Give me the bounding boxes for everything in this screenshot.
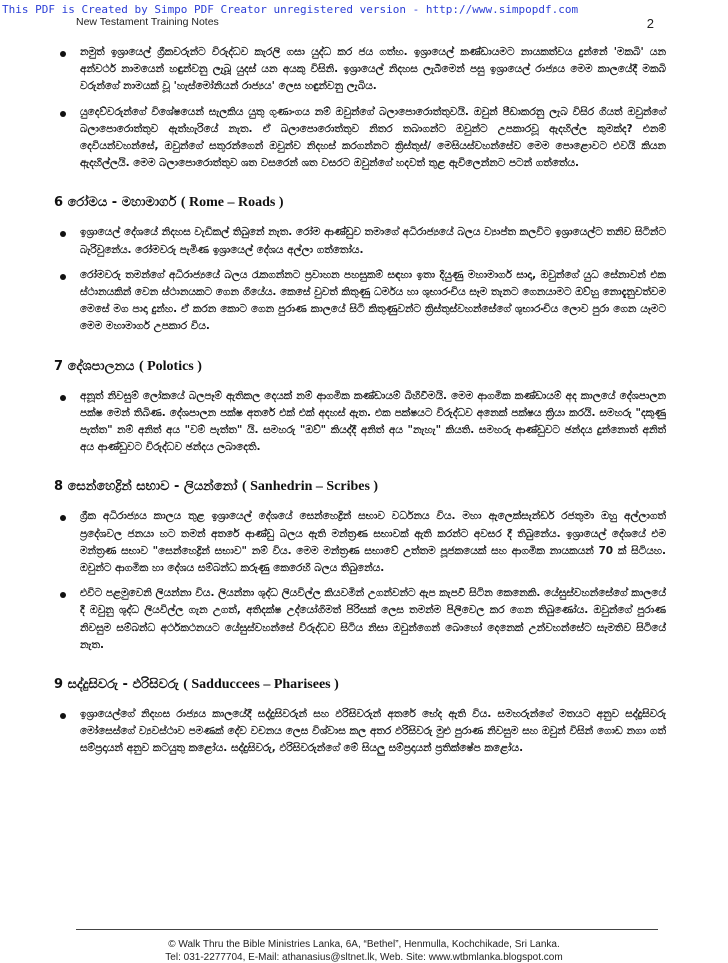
section-heading — [54, 478, 666, 496]
list-item — [54, 706, 666, 758]
bullet-text: ග්‍රීක අධිරාජ්‍යය කාලය තුළ ඉශ්‍රායෙල් දේශයේ සෙන්හෙද්‍රින් සභාව වර්ධනය විය. මහා ඇලෙක්සැන්ඩර් රජතුමා ඔහු අල්ලාගත් ප්‍රදේශවල ජනයා හට තමන් අතරේ ආණ්ඩු බලය ඇති මන්ත්‍රණ සභාවක් ඇති කරන්ට අවසර දී තිබුනේය. ඉශ්‍රායෙල් දේශයේ එම මන්ත්‍රණ සභාව "සෙන්හෙද්‍රින් සභාව" නම් විය. මෙම මන්ත්‍රණ සභාවේ උත්තම පූජකයෙක් සහ ආගමික නායකයන් 70 ක් සිටියහ. ඔවුන්ට ආගමික හා දේශය සම්බන්ධ කරුණු කෙරෙහි බලය තිබුනේය. — [80, 510, 666, 575]
section-sadducees-pharisees — [54, 676, 666, 758]
section-title-sinhala: සද්දුසිවරු - ඵරිසිවරු — [67, 677, 179, 693]
bullet-text: ඉශ්‍රායෙල්ගේ නිදහස රාජ්‍යය කාලයේදී සද්දුසිවරුන් සහ ඵරිසිවරුන් අතරේ භේද ඇති විය. සමහරුන්ගේ මතයට අනුව සද්දුසිවරු මෝසෙස්ගේ ව්‍යවස්ථාව පමණක් දේව වචනය ලෙස විශ්වාස කල අතර ඵරිසිවරු මුළු පුරාණ නිවසුම සහ ඔවුන් විසින් ගොඩ නගා ගත් සම්ප්‍රදායන් අනුව කටයුතු කළෝය. සද්දුසිවරු, ඵරිසිවරුන්ගේ මේ සියලු සම්ප්‍රදායන් ප්‍රතික්ෂේප කළෝය. — [80, 708, 666, 755]
list-item — [54, 585, 666, 654]
section-title-english: ( Rome – Roads ) — [180, 195, 284, 211]
bullet-icon — [60, 111, 66, 117]
section-bullets — [54, 706, 666, 758]
bullet-icon — [60, 515, 66, 521]
footer-contact: Tel: 031-2277704, E-Mail: athanasius@sltnet.lk, Web. Site: www.wtbmlanka.blogspot.com — [165, 952, 563, 963]
section-title-sinhala: රෝමය - මහාමාර්ග — [67, 195, 177, 211]
bullet-text: රෝමවරු තමන්ගේ අධිරාජ්‍යයේ බලය රැකගන්නට ප්‍රවාහන පහසුකම් සඳහා ඉතා දියුණු මහාමාර්ග සාදා, ඔවුන්ගේ යුධ සේනාවන් එක ස්ථානයකින් වෙන ස්ථානයකට ගෙන ගියේය. කෙසේ වුවත් කිතුණු ධර්මය හා ශුභාරංචිය සෑම තැනට ගෙනයාමට ඔව්හු නොදැනුවත්වම මෙසේ මග පාදා දුන්හ. ඒ කරන කොට ගෙන පුරාණ කාලයේ සිටි කිතුණුවන්ට ක්‍රිස්තුස්වහන්සේගේ ශුභාරංචිය ලොව පුරා ගෙන යෑමට මෙම මහාමාර්ග උපකාර විය. — [80, 268, 666, 333]
bullet-text: අනූත් නිවසුම් ලෝකයේ බලපෑම් ඇතිකල දෙයක් නම් ආගමික කණ්ඩායම් බිහිවීමයි. මෙම ආගමික කණ්ඩායම් අද කාලයේ දේශපාලන පක්ෂ මෙන් තිබිණ. දේශපාලන පක්ෂ අතරේ එක් එක් අදහස් ඇත. එක පක්ෂයට විරුද්ධව අනෙක් පක්ෂය ක්‍රියා කරයි. සමහරු "දකුණු පැත්ත" නම් අනිත් අය "වම් පැත්ත" යි. සමහරු "ඔව්" කියද්දී අනිත් අය "නැහැ" කියති. සමහරු ආණ්ඩුවට ඡන්දය දුන්නොත් අනිත් අය ආණ්ඩුවට විරුද්ධව ඡන්දය ලබාදෙති. — [80, 389, 666, 454]
list-item — [54, 224, 666, 258]
list-item — [54, 267, 666, 336]
bullet-icon — [60, 713, 66, 719]
page-number: 2 — [646, 16, 654, 31]
bullet-text: නමුත් ඉශ්‍රායෙල් ග්‍රීකවරුන්ට විරුද්ධව කැරලි ගසා යුද්ධ කර ජය ගත්හ. ඉශ්‍රායෙල් කණ්ඩායමට නායකත්වය දුන්නේ 'මකබි' යන අන්වර්ථ නාමයෙන් හඳුන්වනු ලැබූ යුදස් යන අයකු විසිනි. ඉශ්‍රායෙල් නිදහස ලැබීමෙන් පසු ඉශ්‍රායෙල් රාජ්‍යය මෙම කාලයේදී මකබි වරුන්ගේ නාමයක් වූ 'හැස්මෝනියන් රාජ්‍යය' ලෙස හඳුන්වනු ලැබිය. — [80, 46, 666, 93]
section-title-english: ( Sadduccees – Pharisees ) — [183, 677, 339, 693]
document-title: New Testament Training Notes — [76, 16, 219, 28]
bullet-icon — [60, 592, 66, 598]
section-title-english: ( Polotics ) — [138, 358, 202, 374]
bullet-text: යුදෙව්වරුන්ගේ විශේෂයෙන් සැලකිය යුතු ගුණාංගය නම් ඔවුන්ගේ බලාපොරොත්තුවයි. ඔවුන් පීඩාකරනු ලැබ විසිර ගියත් ඔවුන්ගේ බලාපොරොත්තුව ඇත්හැරියේ නැත. ඒ බලාපොරොත්තුව නිතර තබාගන්ට ඔවුන්ට උපකාරවූ ඇදහිල්ල කුමක්ද? එනම් දෙවියන්වහන්සේ, ඔවුන්ගේ සතුරන්ගෙන් ඔවුන්ව නිදහස් කරගන්නට ක්‍රිස්තුස්/ මෙසියස්වහන්සේව මෙම පොළොවට එවයි කියන ඇදහිල්ලයි. මෙම බලාපොරොත්තුව ශත වසරෙන් ශත වසරට ඔවුන්ගේ හදවත් තුළ ඇවිලෙන්නට පටන් ගත්තේය. — [80, 105, 666, 170]
document-body — [54, 40, 666, 758]
footer-divider — [76, 929, 658, 930]
list-item — [54, 44, 666, 96]
bullet-text: ඉශ්‍රායෙල් දේශයේ නිදහස වැඩිකල් තිබුනේ නැත. රෝම ආණ්ඩුව තමාගේ අධිරාජ්‍යයේ බලය ව්‍යාප්ත කලවිට ඉශ්‍රායෙල්ට තනිව සිටින්ට බැරිවුනේය. රෝමවරු පැමිණ ඉශ්‍රායෙල් දේශය අල්ලා ගත්තෝය. — [80, 226, 666, 256]
section-number: 7 — [54, 358, 64, 374]
section-bullets — [54, 224, 666, 335]
list-item — [54, 104, 666, 173]
list-item — [54, 508, 666, 577]
section-title-sinhala: සෙන්හෙද්‍රින් සභාව - ලියන්නෝ — [67, 479, 238, 495]
section-rome-roads — [54, 194, 666, 335]
section-sanhedrin-scribes — [54, 478, 666, 654]
bullet-icon — [60, 51, 66, 57]
section-heading — [54, 676, 666, 694]
section-heading — [54, 358, 666, 376]
section-bullets — [54, 388, 666, 457]
section-heading — [54, 194, 666, 212]
bullet-icon — [60, 231, 66, 237]
list-item — [54, 388, 666, 457]
document-header — [76, 16, 654, 32]
bullet-icon — [60, 274, 66, 280]
section-politics — [54, 358, 666, 457]
section-title-sinhala: දේශපාලනය — [67, 358, 135, 374]
section-title-english: ( Sanhedrin – Scribes ) — [241, 479, 379, 495]
bullet-icon — [60, 395, 66, 401]
section-number: 9 — [54, 677, 64, 693]
bullet-text: එවිට පළමුවෙනි ලියන්නා විය. ලියන්නා ශුද්ධ ලියවිල්ල කියවමින් උගන්වන්ට ඇප කැපවී සිටින කෙනෙකි. යේසුස්වහන්සේගේ කාලයේ දී ඔවුනු ශුද්ධ ලියවිල්ල ගැන උගත්, අතිදක්ෂ උද්යෝගිමත් පිරිසක් ලෙස තමන්ම පිලිවෙල කර ගෙන තිබුණෝය. ඔවුන්ගේ පුරාණ නිවසුම සම්බන්ධ අර්ථකථනයට යේසුස්වහන්සේ විරුද්ධව සිටිය නිසා ඔවුන්ගෙන් බොහෝ දෙනෙක් උන්වහන්සේට සැමතිව සිටියේ නැත. — [80, 587, 666, 651]
footer-address: © Walk Thru the Bible Ministries Lanka, 6A, “Bethel”, Henmulla, Kochchikade, Sri Lanka. — [168, 939, 560, 950]
intro-bullets — [54, 44, 666, 172]
pdf-creator-watermark: This PDF is Created by Simpo PDF Creator unregistered version - http://www.simpopdf.com — [2, 3, 579, 16]
section-bullets — [54, 508, 666, 654]
section-number: 6 — [54, 195, 64, 211]
section-number: 8 — [54, 479, 64, 495]
